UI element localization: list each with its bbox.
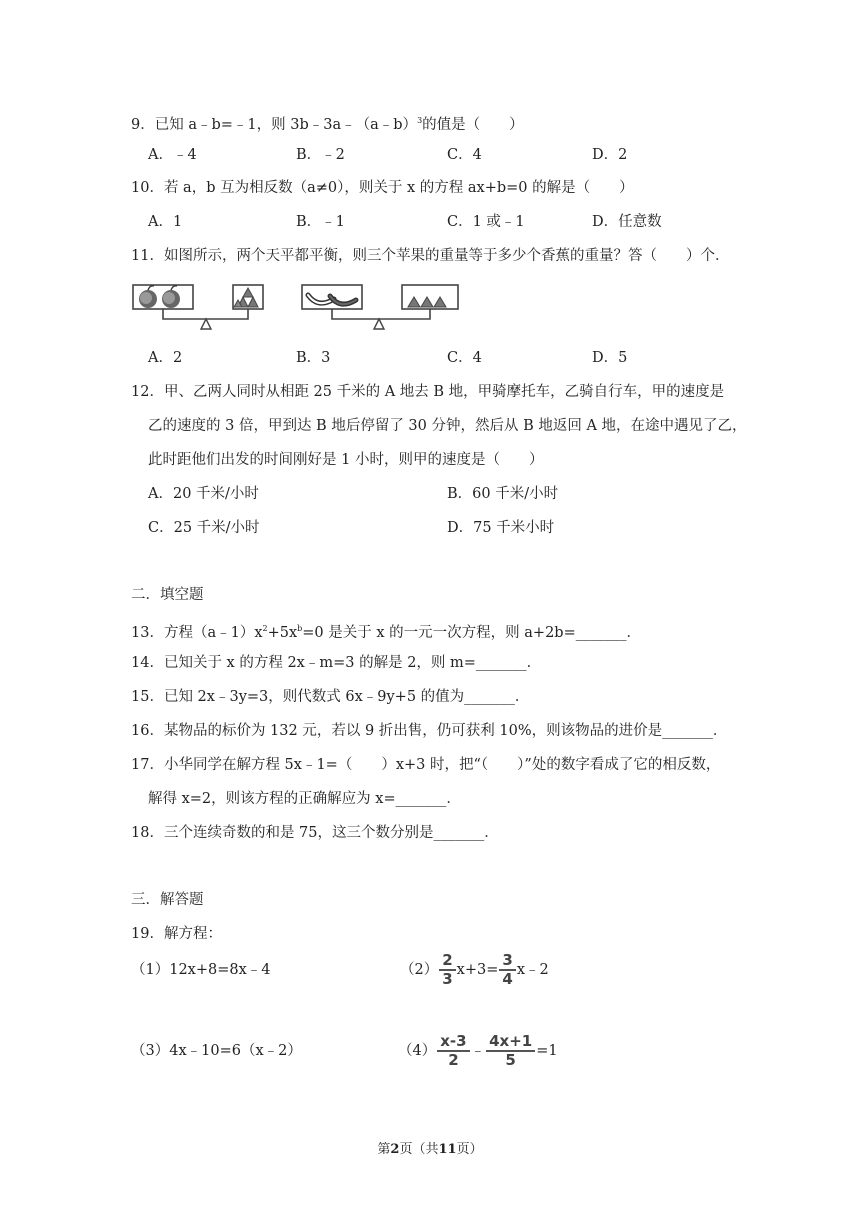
fraction-3-4	[499, 952, 515, 988]
q13-exponent-2: b	[297, 624, 303, 633]
q9-exponent: 3	[417, 116, 423, 125]
q11-option-b: B．3	[296, 350, 331, 366]
q19-part-2-mid: x+3=	[456, 962, 499, 978]
question-16: 16．某物品的标价为 132 元，若以 9 折出售，仍可获利 10%，则该物品的进价是_______．	[131, 723, 728, 739]
fraction-denominator: 3	[442, 970, 453, 988]
q9-option-c: C．4	[447, 147, 482, 163]
q12-option-d: D．75 千米小时	[447, 520, 555, 536]
q12-option-c: C．25 千米/小时	[148, 520, 260, 536]
q10-option-b: B．﹣1	[296, 214, 345, 230]
balance-scale-apples-icon	[131, 283, 266, 333]
fraction-numerator: 2	[439, 952, 455, 971]
fraction-denominator: 5	[505, 1051, 516, 1069]
question-10-stem: 10．若 a，b 互为相反数（a≠0），则关于 x 的方程 ax+b=0 的解是（ ）	[131, 180, 634, 196]
q19-part-4	[398, 1033, 558, 1069]
footer-total-pages: 11	[438, 1142, 457, 1157]
fraction-denominator: 4	[502, 970, 513, 988]
q9-stem-text: 9．已知 a﹣b=﹣1，则 3b﹣3a﹣（a﹣b）	[131, 117, 418, 133]
footer-prefix: 第	[377, 1142, 391, 1157]
fraction-denominator: 2	[448, 1051, 459, 1069]
q9-option-a: A．﹣4	[148, 147, 197, 163]
q19-part-3: （3）4x﹣10=6（x﹣2）	[131, 1043, 302, 1059]
question-14: 14．已知关于 x 的方程 2x﹣m=3 的解是 2，则 m=_______．	[131, 655, 542, 671]
question-12-line-2: 乙的速度的 3 倍，甲到达 B 地后停留了 30 分钟，然后从 B 地返回 A 地，在途中遇见了乙，	[148, 418, 747, 434]
fraction-numerator: 4x+1	[486, 1033, 535, 1052]
question-13	[131, 619, 641, 643]
question-9-stem	[131, 111, 524, 135]
question-12-line-1: 12．甲、乙两人同时从相距 25 千米的 A 地去 B 地，甲骑摩托车，乙骑自行车，甲的速度是	[131, 384, 725, 400]
q19-part-4-label: （4）	[398, 1043, 437, 1059]
q9-stem-tail: 的值是（ ）	[422, 117, 524, 133]
fraction-numerator: x-3	[437, 1033, 469, 1052]
q11-option-d: D．5	[592, 350, 628, 366]
question-17-line-2: 解得 x=2，则该方程的正确解应为 x=_______．	[148, 791, 461, 807]
q10-option-a: A．1	[148, 214, 183, 230]
page-footer	[0, 1138, 860, 1157]
question-12-line-3: 此时距他们出发的时间刚好是 1 小时，则甲的速度是（ ）	[148, 452, 544, 468]
fraction-2-3	[439, 952, 455, 988]
balance-scale-bananas-icon	[300, 283, 460, 333]
q9-option-d: D．2	[592, 147, 628, 163]
q19-part-2-label: （2）	[400, 962, 439, 978]
q19-part-4-mid: ﹣	[470, 1043, 486, 1059]
section-2-heading: 二．填空题	[131, 587, 204, 603]
q19-part-2-end: x﹣2	[516, 962, 549, 978]
q12-option-b: B．60 千米/小时	[447, 486, 559, 502]
q19-part-2	[400, 952, 549, 988]
q13-text-c: =0 是关于 x 的一元一次方程，则 a+2b=_______．	[302, 625, 641, 641]
q11-option-a: A．2	[148, 350, 183, 366]
fraction-numerator: 3	[499, 952, 515, 971]
question-19: 19．解方程：	[131, 926, 222, 942]
question-11-stem: 11．如图所示，两个天平都平衡，则三个苹果的重量等于多少个香蕉的重量？答（ ）个．	[131, 248, 730, 264]
q19-part-4-end: =1	[536, 1043, 558, 1059]
q10-option-d: D．任意数	[592, 214, 662, 230]
q13-text-b: +5x	[267, 625, 298, 641]
q11-option-c: C．4	[447, 350, 482, 366]
question-15: 15．已知 2x﹣3y=3，则代数式 6x﹣9y+5 的值为_______．	[131, 689, 530, 705]
fraction-x-minus-3-over-2	[437, 1033, 469, 1069]
section-3-heading: 三．解答题	[131, 892, 204, 908]
question-18: 18．三个连续奇数的和是 75，这三个数分别是_______．	[131, 825, 499, 841]
footer-suffix: 页）	[456, 1142, 483, 1157]
q9-option-b: B．﹣2	[296, 147, 345, 163]
q12-option-a: A．20 千米/小时	[148, 486, 259, 502]
fraction-4x-plus-1-over-5	[486, 1033, 535, 1069]
q10-option-c: C．1 或﹣1	[447, 214, 525, 230]
q19-part-1: （1）12x+8=8x﹣4	[131, 962, 271, 978]
question-17-line-1: 17．小华同学在解方程 5x﹣1=（ ）x+3 时，把“（ ）”处的数字看成了它的相反数，	[131, 757, 721, 773]
footer-middle: 页（共	[399, 1142, 439, 1157]
footer-page-number: 2	[390, 1142, 400, 1157]
q13-exponent-1: 2	[262, 624, 268, 633]
q13-text-a: 13．方程（a﹣1）x	[131, 625, 263, 641]
